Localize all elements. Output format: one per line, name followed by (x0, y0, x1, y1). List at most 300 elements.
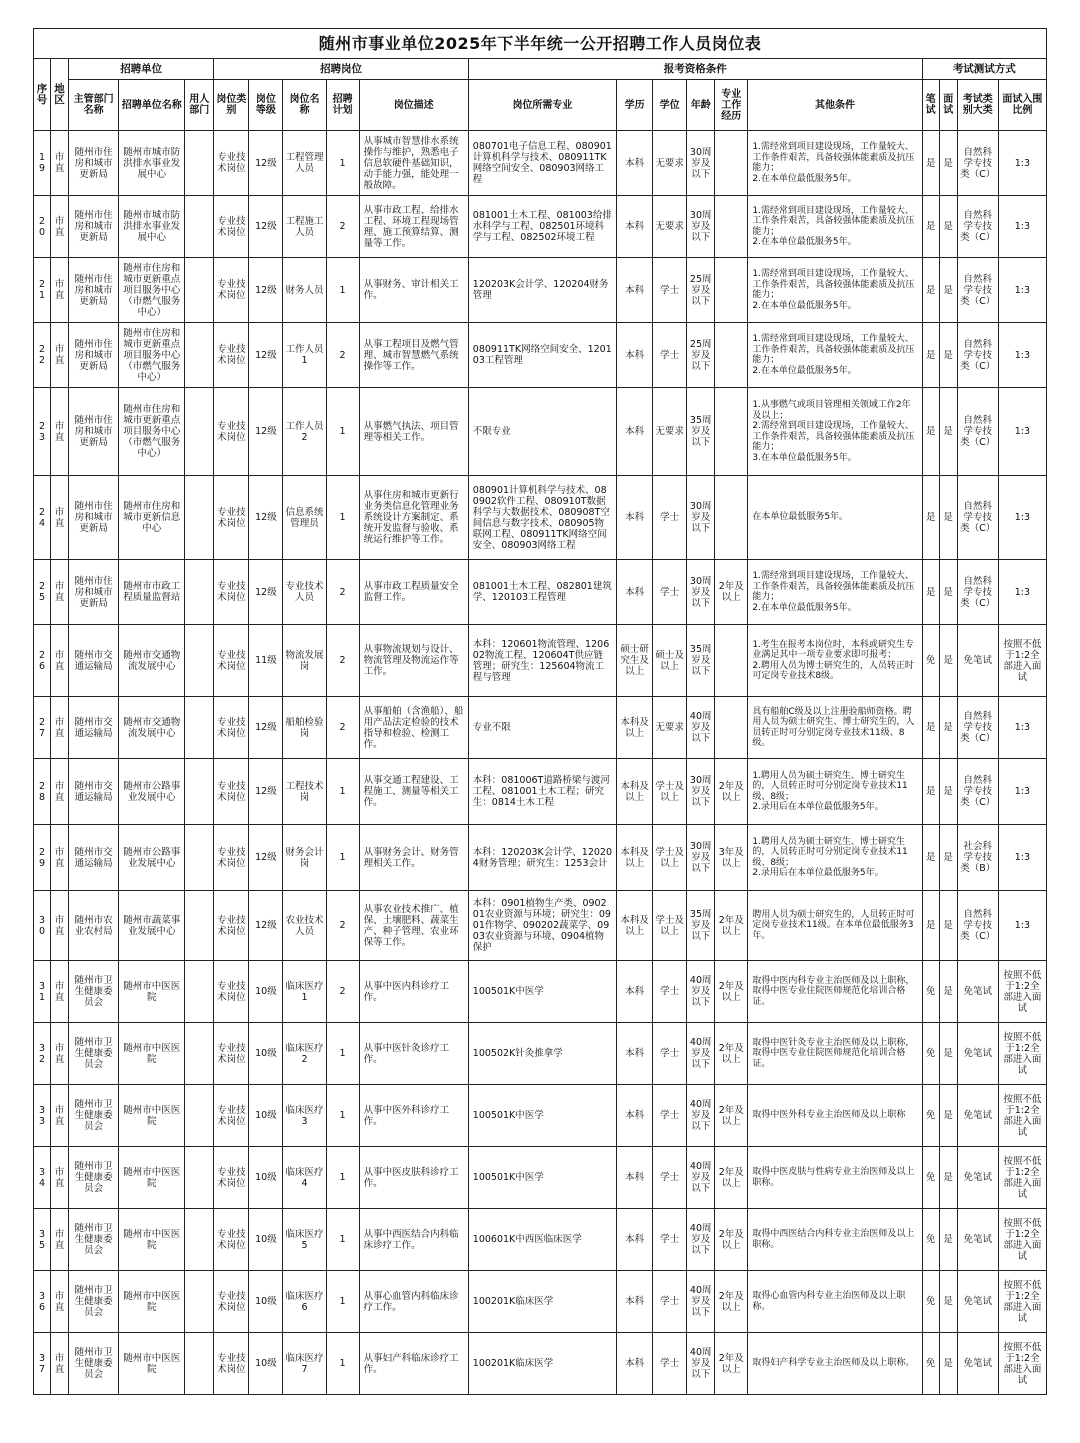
cell-interview: 是 (939, 560, 957, 625)
cell-region: 市直 (51, 476, 69, 560)
cell-dept: 随州市卫生健康委员会 (69, 1333, 119, 1395)
cell-post-type: 专业技术岗位 (214, 697, 249, 759)
cell-description: 从事工程项目及燃气管理、城市智慧燃气系统操作等工作。 (359, 323, 468, 388)
cell-employer (185, 196, 214, 258)
cell-post-level: 10级 (249, 1271, 283, 1333)
cell-interview: 是 (939, 961, 957, 1023)
cell-other-conditions: 取得中医外科专业主治医师及以上职称 (748, 1085, 922, 1147)
cell-exam-category: 自然科学专技类（C） (957, 323, 998, 388)
cell-employer (185, 1085, 214, 1147)
table-row (34, 131, 1047, 196)
cell-education: 本科及以上 (617, 891, 653, 961)
table-row (34, 1023, 1047, 1085)
cell-degree: 学士 (653, 1209, 687, 1271)
cell-major: 100502K针灸推拿学 (468, 1023, 616, 1085)
cell-dept: 随州市卫生健康委员会 (69, 1085, 119, 1147)
cell-interview-ratio: 1:3 (998, 697, 1046, 759)
cell-experience: 2年及以上 (715, 1209, 748, 1271)
cell-exam-category: 免笔试 (957, 1147, 998, 1209)
cell-other-conditions: 取得中医内科专业主治医师及以上职称，取得中医专业住院医师规范化培训合格证。 (748, 961, 922, 1023)
cell-post-level: 10级 (249, 1147, 283, 1209)
cell-interview: 是 (939, 388, 957, 476)
cell-plan: 1 (326, 1209, 359, 1271)
cell-description: 从事妇产科临床诊疗工作。 (359, 1333, 468, 1395)
cell-exam-category: 自然科学专技类（C） (957, 196, 998, 258)
cell-employer (185, 1271, 214, 1333)
cell-description: 从事中医外科诊疗工作。 (359, 1085, 468, 1147)
cell-post-type: 专业技术岗位 (214, 759, 249, 825)
cell-post-name: 工程施工人员 (283, 196, 326, 258)
cell-region: 市直 (51, 388, 69, 476)
cell-region: 市直 (51, 131, 69, 196)
cell-employer (185, 1147, 214, 1209)
cell-other-conditions: 1.需经常到项目建设现场，工作量较大、工作条件艰苦，具备较强体能素质及抗压能力； 2.在本单位最低服务5年。 (748, 258, 922, 323)
cell-dept: 随州市住房和城市更新局 (69, 323, 119, 388)
cell-region: 市直 (51, 1209, 69, 1271)
cell-education: 本科 (617, 560, 653, 625)
header-education: 学历 (617, 80, 653, 131)
cell-post-level: 12级 (249, 258, 283, 323)
cell-written-exam: 是 (922, 196, 939, 258)
cell-education: 本科 (617, 1147, 653, 1209)
cell-region: 市直 (51, 1085, 69, 1147)
cell-interview: 是 (939, 1023, 957, 1085)
cell-post-type: 专业技术岗位 (214, 891, 249, 961)
cell-post-level: 12级 (249, 891, 283, 961)
cell-seq: 24 (34, 476, 51, 560)
table-row (34, 476, 1047, 560)
cell-age: 30周岁及以下 (687, 759, 715, 825)
cell-exam-category: 自然科学专技类（C） (957, 759, 998, 825)
cell-written-exam: 免 (922, 625, 939, 697)
cell-education: 本科 (617, 1085, 653, 1147)
cell-post-type: 专业技术岗位 (214, 196, 249, 258)
cell-education: 硕士研究生及以上 (617, 625, 653, 697)
cell-seq: 30 (34, 891, 51, 961)
cell-interview-ratio: 按照不低于1:2全部进入面试 (998, 1147, 1046, 1209)
cell-region: 市直 (51, 697, 69, 759)
cell-dept: 随州市住房和城市更新局 (69, 388, 119, 476)
header-dept: 主管部门名称 (69, 80, 119, 131)
cell-interview-ratio: 1:3 (998, 196, 1046, 258)
cell-post-name: 临床医疗4 (283, 1147, 326, 1209)
cell-interview-ratio: 1:3 (998, 388, 1046, 476)
cell-exam-category: 免笔试 (957, 1085, 998, 1147)
cell-other-conditions: 具有船舶C级及以上注册验船师资格。聘用人员为硕士研究生、博士研究生的，人员转正时可分别定岗专业技术11级、8级。 (748, 697, 922, 759)
cell-employer (185, 258, 214, 323)
cell-post-name: 信息系统管理员 (283, 476, 326, 560)
cell-written-exam: 是 (922, 759, 939, 825)
cell-dept: 随州市住房和城市更新局 (69, 560, 119, 625)
cell-other-conditions: 1.需经常到项目建设现场，工作量较大、工作条件艰苦，具备较强体能素质及抗压能力； 2.在本单位最低服务5年。 (748, 323, 922, 388)
table-row (34, 388, 1047, 476)
cell-seq: 20 (34, 196, 51, 258)
cell-unit: 随州市公路事业发展中心 (119, 759, 185, 825)
header-written-exam: 笔试 (922, 80, 939, 131)
cell-education: 本科 (617, 323, 653, 388)
table-body (34, 131, 1047, 1395)
cell-education: 本科 (617, 131, 653, 196)
cell-plan: 1 (326, 388, 359, 476)
cell-written-exam: 是 (922, 323, 939, 388)
cell-interview-ratio: 按照不低于1:2全部进入面试 (998, 1333, 1046, 1395)
cell-dept: 随州市卫生健康委员会 (69, 961, 119, 1023)
cell-major: 不限专业 (468, 388, 616, 476)
cell-description: 从事交通工程建设、工程施工、测量等相关工作。 (359, 759, 468, 825)
table-row (34, 825, 1047, 891)
cell-interview: 是 (939, 323, 957, 388)
cell-region: 市直 (51, 625, 69, 697)
cell-major: 081001土木工程、081003给排水科学与工程、082501环境科学与工程、082502环境工程 (468, 196, 616, 258)
cell-plan: 1 (326, 825, 359, 891)
cell-other-conditions: 1.考生在报考本岗位时，本科或研究生专业满足其中一项专业要求即可报考； 2.聘用人员为博士研究生的，人员转正时可定岗专业技术8级。 (748, 625, 922, 697)
cell-description: 从事船舶（含渔船）、船用产品法定检验的技术指导和检验、检测工作。 (359, 697, 468, 759)
group-header-qualification: 报考资格条件 (468, 59, 922, 80)
cell-major: 080911TK网络空间安全、120103工程管理 (468, 323, 616, 388)
cell-interview-ratio: 按照不低于1:2全部进入面试 (998, 625, 1046, 697)
cell-seq: 27 (34, 697, 51, 759)
cell-experience (715, 323, 748, 388)
cell-education: 本科 (617, 476, 653, 560)
cell-post-name: 船舶检验岗 (283, 697, 326, 759)
cell-age: 30周岁及以下 (687, 476, 715, 560)
cell-post-name: 临床医疗6 (283, 1271, 326, 1333)
cell-experience: 2年及以上 (715, 759, 748, 825)
cell-experience (715, 697, 748, 759)
table-row (34, 196, 1047, 258)
cell-post-level: 11级 (249, 625, 283, 697)
cell-unit: 随州市中医医院 (119, 961, 185, 1023)
cell-region: 市直 (51, 1023, 69, 1085)
cell-major: 本科：0901植物生产类、090201农业资源与环境；研究生：0901作物学、090202蔬菜学、0903农业资源与环境、0904植物保护 (468, 891, 616, 961)
cell-other-conditions: 取得中医针灸专业主治医师及以上职称，取得中医专业住院医师规范化培训合格证。 (748, 1023, 922, 1085)
cell-degree: 学士 (653, 476, 687, 560)
cell-age: 25周岁及以下 (687, 323, 715, 388)
header-exam-category: 考试类别大类 (957, 80, 998, 131)
cell-plan: 1 (326, 1085, 359, 1147)
cell-written-exam: 是 (922, 697, 939, 759)
cell-post-level: 10级 (249, 1023, 283, 1085)
cell-post-name: 工程管理人员 (283, 131, 326, 196)
cell-experience (715, 476, 748, 560)
cell-post-level: 12级 (249, 196, 283, 258)
cell-education: 本科 (617, 961, 653, 1023)
page-title: 随州市事业单位2025年下半年统一公开招聘工作人员岗位表 (34, 29, 1047, 59)
cell-employer (185, 697, 214, 759)
cell-written-exam: 是 (922, 388, 939, 476)
cell-other-conditions: 取得中西医结合内科专业主治医师及以上职称。 (748, 1209, 922, 1271)
cell-written-exam: 是 (922, 560, 939, 625)
cell-age: 40周岁及以下 (687, 697, 715, 759)
header-plan: 招聘计划 (326, 80, 359, 131)
cell-employer (185, 1023, 214, 1085)
cell-major: 本科：120601物流管理、120602物流工程、120604T供应链管理；研究生：125604物流工程与管理 (468, 625, 616, 697)
cell-other-conditions: 在本单位最低服务5年。 (748, 476, 922, 560)
table-row (34, 1271, 1047, 1333)
cell-degree: 学士 (653, 1333, 687, 1395)
cell-post-type: 专业技术岗位 (214, 1333, 249, 1395)
cell-seq: 32 (34, 1023, 51, 1085)
cell-education: 本科及以上 (617, 759, 653, 825)
cell-age: 35周岁及以下 (687, 388, 715, 476)
cell-plan: 1 (326, 1271, 359, 1333)
table-row (34, 961, 1047, 1023)
cell-region: 市直 (51, 961, 69, 1023)
cell-plan: 1 (326, 131, 359, 196)
cell-interview-ratio: 按照不低于1:2全部进入面试 (998, 1085, 1046, 1147)
cell-unit: 随州市住房和城市更新重点项目服务中心（市燃气服务中心） (119, 323, 185, 388)
cell-seq: 37 (34, 1333, 51, 1395)
recruitment-table-container (33, 28, 1047, 1395)
header-region: 地区 (51, 59, 69, 131)
header-seq: 序号 (34, 59, 51, 131)
cell-age: 30周岁及以下 (687, 131, 715, 196)
cell-interview-ratio: 按照不低于1:2全部进入面试 (998, 1271, 1046, 1333)
cell-education: 本科 (617, 1271, 653, 1333)
cell-unit: 随州市中医医院 (119, 1085, 185, 1147)
cell-other-conditions: 取得心血管内科专业主治医师及以上职称。 (748, 1271, 922, 1333)
cell-description: 从事中西医结合内科临床诊疗工作。 (359, 1209, 468, 1271)
cell-age: 30周岁及以下 (687, 560, 715, 625)
cell-description: 从事农业技术推广、植保、土壤肥料、蔬菜生产、种子管理、农业环保等工作。 (359, 891, 468, 961)
cell-unit: 随州市城市防洪排水事业发展中心 (119, 196, 185, 258)
cell-post-name: 工程技术岗 (283, 759, 326, 825)
cell-major: 080701电子信息工程、080901计算机科学与技术、080911TK网络空间安全、080903网络工程 (468, 131, 616, 196)
cell-post-name: 农业技术人员 (283, 891, 326, 961)
cell-age: 40周岁及以下 (687, 1085, 715, 1147)
cell-description: 从事住房和城市更新行业务类信息化管理业务系统设计方案制定、系统开发监督与验收、系统运行维护等工作。 (359, 476, 468, 560)
cell-experience: 2年及以上 (715, 1023, 748, 1085)
header-post-type: 岗位类别 (214, 80, 249, 131)
cell-written-exam: 免 (922, 961, 939, 1023)
cell-post-level: 12级 (249, 560, 283, 625)
cell-post-level: 10级 (249, 1085, 283, 1147)
cell-experience: 2年及以上 (715, 560, 748, 625)
cell-seq: 23 (34, 388, 51, 476)
cell-education: 本科 (617, 1333, 653, 1395)
cell-plan: 2 (326, 560, 359, 625)
table-row (34, 891, 1047, 961)
cell-post-name: 临床医疗7 (283, 1333, 326, 1395)
cell-interview: 是 (939, 759, 957, 825)
cell-other-conditions: 1.需经常到项目建设现场，工作量较大、工作条件艰苦，具备较强体能素质及抗压能力； 2.在本单位最低服务5年。 (748, 131, 922, 196)
cell-major: 100501K中医学 (468, 1147, 616, 1209)
cell-experience: 2年及以上 (715, 1147, 748, 1209)
cell-age: 40周岁及以下 (687, 961, 715, 1023)
cell-education: 本科 (617, 258, 653, 323)
cell-written-exam: 免 (922, 1023, 939, 1085)
cell-unit: 随州市城市防洪排水事业发展中心 (119, 131, 185, 196)
cell-interview: 是 (939, 1209, 957, 1271)
cell-unit: 随州市中医医院 (119, 1209, 185, 1271)
cell-post-level: 12级 (249, 323, 283, 388)
cell-dept: 随州市住房和城市更新局 (69, 131, 119, 196)
cell-post-type: 专业技术岗位 (214, 258, 249, 323)
cell-education: 本科 (617, 1023, 653, 1085)
cell-seq: 28 (34, 759, 51, 825)
cell-dept: 随州市住房和城市更新局 (69, 476, 119, 560)
cell-other-conditions: 1.需经常到项目建设现场，工作量较大、工作条件艰苦，具备较强体能素质及抗压能力； 2.在本单位最低服务5年。 (748, 196, 922, 258)
cell-post-type: 专业技术岗位 (214, 476, 249, 560)
header-description: 岗位描述 (359, 80, 468, 131)
cell-interview-ratio: 1:3 (998, 759, 1046, 825)
cell-interview: 是 (939, 625, 957, 697)
cell-major: 100201K临床医学 (468, 1333, 616, 1395)
cell-post-name: 临床医疗1 (283, 961, 326, 1023)
cell-region: 市直 (51, 1147, 69, 1209)
cell-degree: 学士 (653, 258, 687, 323)
cell-major: 100501K中医学 (468, 961, 616, 1023)
cell-description: 从事燃气执法、项目管理等相关工作。 (359, 388, 468, 476)
cell-age: 25周岁及以下 (687, 258, 715, 323)
table-row (34, 258, 1047, 323)
cell-dept: 随州市交通运输局 (69, 697, 119, 759)
cell-employer (185, 961, 214, 1023)
cell-experience: 2年及以上 (715, 1271, 748, 1333)
cell-plan: 1 (326, 476, 359, 560)
cell-written-exam: 免 (922, 1333, 939, 1395)
cell-seq: 25 (34, 560, 51, 625)
header-unit-name: 招聘单位名称 (119, 80, 185, 131)
cell-description: 从事城市智慧排水系统操作与维护，熟悉电子信息软硬件基础知识，动手能力强，能处理一般故障。 (359, 131, 468, 196)
cell-plan: 2 (326, 625, 359, 697)
cell-degree: 学士及以上 (653, 759, 687, 825)
cell-education: 本科 (617, 388, 653, 476)
cell-unit: 随州市中医医院 (119, 1333, 185, 1395)
cell-post-type: 专业技术岗位 (214, 388, 249, 476)
cell-post-level: 10级 (249, 961, 283, 1023)
cell-employer (185, 1333, 214, 1395)
cell-interview: 是 (939, 825, 957, 891)
cell-post-type: 专业技术岗位 (214, 1085, 249, 1147)
cell-age: 40周岁及以下 (687, 1271, 715, 1333)
cell-post-type: 专业技术岗位 (214, 1023, 249, 1085)
cell-age: 40周岁及以下 (687, 1023, 715, 1085)
cell-interview: 是 (939, 891, 957, 961)
cell-degree: 学士 (653, 323, 687, 388)
cell-seq: 19 (34, 131, 51, 196)
cell-other-conditions: 取得妇产科学专业主治医师及以上职称。 (748, 1333, 922, 1395)
cell-plan: 1 (326, 258, 359, 323)
header-employer: 用人部门 (185, 80, 214, 131)
table-row (34, 1147, 1047, 1209)
cell-experience: 3年及以上 (715, 825, 748, 891)
cell-unit: 随州市住房和城市更新信息中心 (119, 476, 185, 560)
cell-post-type: 专业技术岗位 (214, 1271, 249, 1333)
cell-major: 100501K中医学 (468, 1085, 616, 1147)
cell-interview-ratio: 1:3 (998, 476, 1046, 560)
cell-exam-category: 自然科学专技类（C） (957, 560, 998, 625)
header-interview-ratio: 面试入围比例 (998, 80, 1046, 131)
cell-description: 从事市政工程质量安全监督工作。 (359, 560, 468, 625)
table-row (34, 560, 1047, 625)
cell-post-name: 专业技术人员 (283, 560, 326, 625)
cell-employer (185, 825, 214, 891)
cell-plan: 2 (326, 891, 359, 961)
cell-experience: 2年及以上 (715, 891, 748, 961)
cell-written-exam: 是 (922, 891, 939, 961)
cell-description: 从事中医皮肤科诊疗工作。 (359, 1147, 468, 1209)
cell-other-conditions: 1.从事燃气或项目管理相关领域工作2年及以上； 2.需经常到项目建设现场，工作量较大、工作条件艰苦，具备较强体能素质及抗压能力； 3.在本单位最低服务5年。 (748, 388, 922, 476)
cell-written-exam: 是 (922, 131, 939, 196)
cell-description: 从事中医内科诊疗工作。 (359, 961, 468, 1023)
cell-description: 从事市政工程、给排水工程、环境工程现场管理、施工预算结算、测量等工作。 (359, 196, 468, 258)
cell-written-exam: 免 (922, 1209, 939, 1271)
cell-degree: 学士及以上 (653, 825, 687, 891)
cell-experience: 2年及以上 (715, 961, 748, 1023)
cell-seq: 35 (34, 1209, 51, 1271)
cell-unit: 随州市住房和城市更新重点项目服务中心（市燃气服务中心） (119, 258, 185, 323)
cell-unit: 随州市市政工程质量监督站 (119, 560, 185, 625)
cell-region: 市直 (51, 891, 69, 961)
cell-written-exam: 是 (922, 258, 939, 323)
cell-interview: 是 (939, 258, 957, 323)
cell-unit: 随州市中医医院 (119, 1271, 185, 1333)
cell-interview-ratio: 1:3 (998, 258, 1046, 323)
cell-exam-category: 免笔试 (957, 1333, 998, 1395)
table-row (34, 759, 1047, 825)
cell-interview: 是 (939, 131, 957, 196)
cell-post-name: 物流发展岗 (283, 625, 326, 697)
cell-unit: 随州市中医医院 (119, 1147, 185, 1209)
cell-dept: 随州市交通运输局 (69, 625, 119, 697)
table-row (34, 323, 1047, 388)
cell-post-name: 临床医疗2 (283, 1023, 326, 1085)
table-row (34, 1333, 1047, 1395)
cell-employer (185, 1209, 214, 1271)
cell-seq: 29 (34, 825, 51, 891)
cell-interview: 是 (939, 476, 957, 560)
cell-unit: 随州市中医医院 (119, 1023, 185, 1085)
table-row (34, 1209, 1047, 1271)
cell-post-level: 12级 (249, 825, 283, 891)
cell-age: 30周岁及以下 (687, 825, 715, 891)
cell-interview: 是 (939, 196, 957, 258)
cell-seq: 33 (34, 1085, 51, 1147)
cell-dept: 随州市卫生健康委员会 (69, 1209, 119, 1271)
cell-region: 市直 (51, 1333, 69, 1395)
cell-post-level: 12级 (249, 697, 283, 759)
cell-experience (715, 625, 748, 697)
cell-age: 40周岁及以下 (687, 1333, 715, 1395)
cell-exam-category: 自然科学专技类（C） (957, 476, 998, 560)
cell-post-name: 工作人员1 (283, 323, 326, 388)
cell-post-level: 12级 (249, 131, 283, 196)
cell-interview-ratio: 1:3 (998, 131, 1046, 196)
cell-post-type: 专业技术岗位 (214, 625, 249, 697)
cell-degree: 无要求 (653, 388, 687, 476)
cell-unit: 随州市蔬菜事业发展中心 (119, 891, 185, 961)
cell-region: 市直 (51, 196, 69, 258)
cell-employer (185, 560, 214, 625)
header-interview: 面试 (939, 80, 957, 131)
cell-post-type: 专业技术岗位 (214, 825, 249, 891)
cell-experience: 2年及以上 (715, 1085, 748, 1147)
cell-unit: 随州市交通物流发展中心 (119, 625, 185, 697)
cell-exam-category: 自然科学专技类（C） (957, 388, 998, 476)
cell-post-level: 10级 (249, 1209, 283, 1271)
cell-region: 市直 (51, 1271, 69, 1333)
cell-post-type: 专业技术岗位 (214, 1147, 249, 1209)
cell-age: 30周岁及以下 (687, 196, 715, 258)
header-degree: 学位 (653, 80, 687, 131)
cell-education: 本科及以上 (617, 825, 653, 891)
cell-degree: 学士 (653, 1271, 687, 1333)
cell-plan: 2 (326, 961, 359, 1023)
cell-region: 市直 (51, 759, 69, 825)
cell-education: 本科 (617, 1209, 653, 1271)
cell-major: 120203K会计学、120204财务管理 (468, 258, 616, 323)
